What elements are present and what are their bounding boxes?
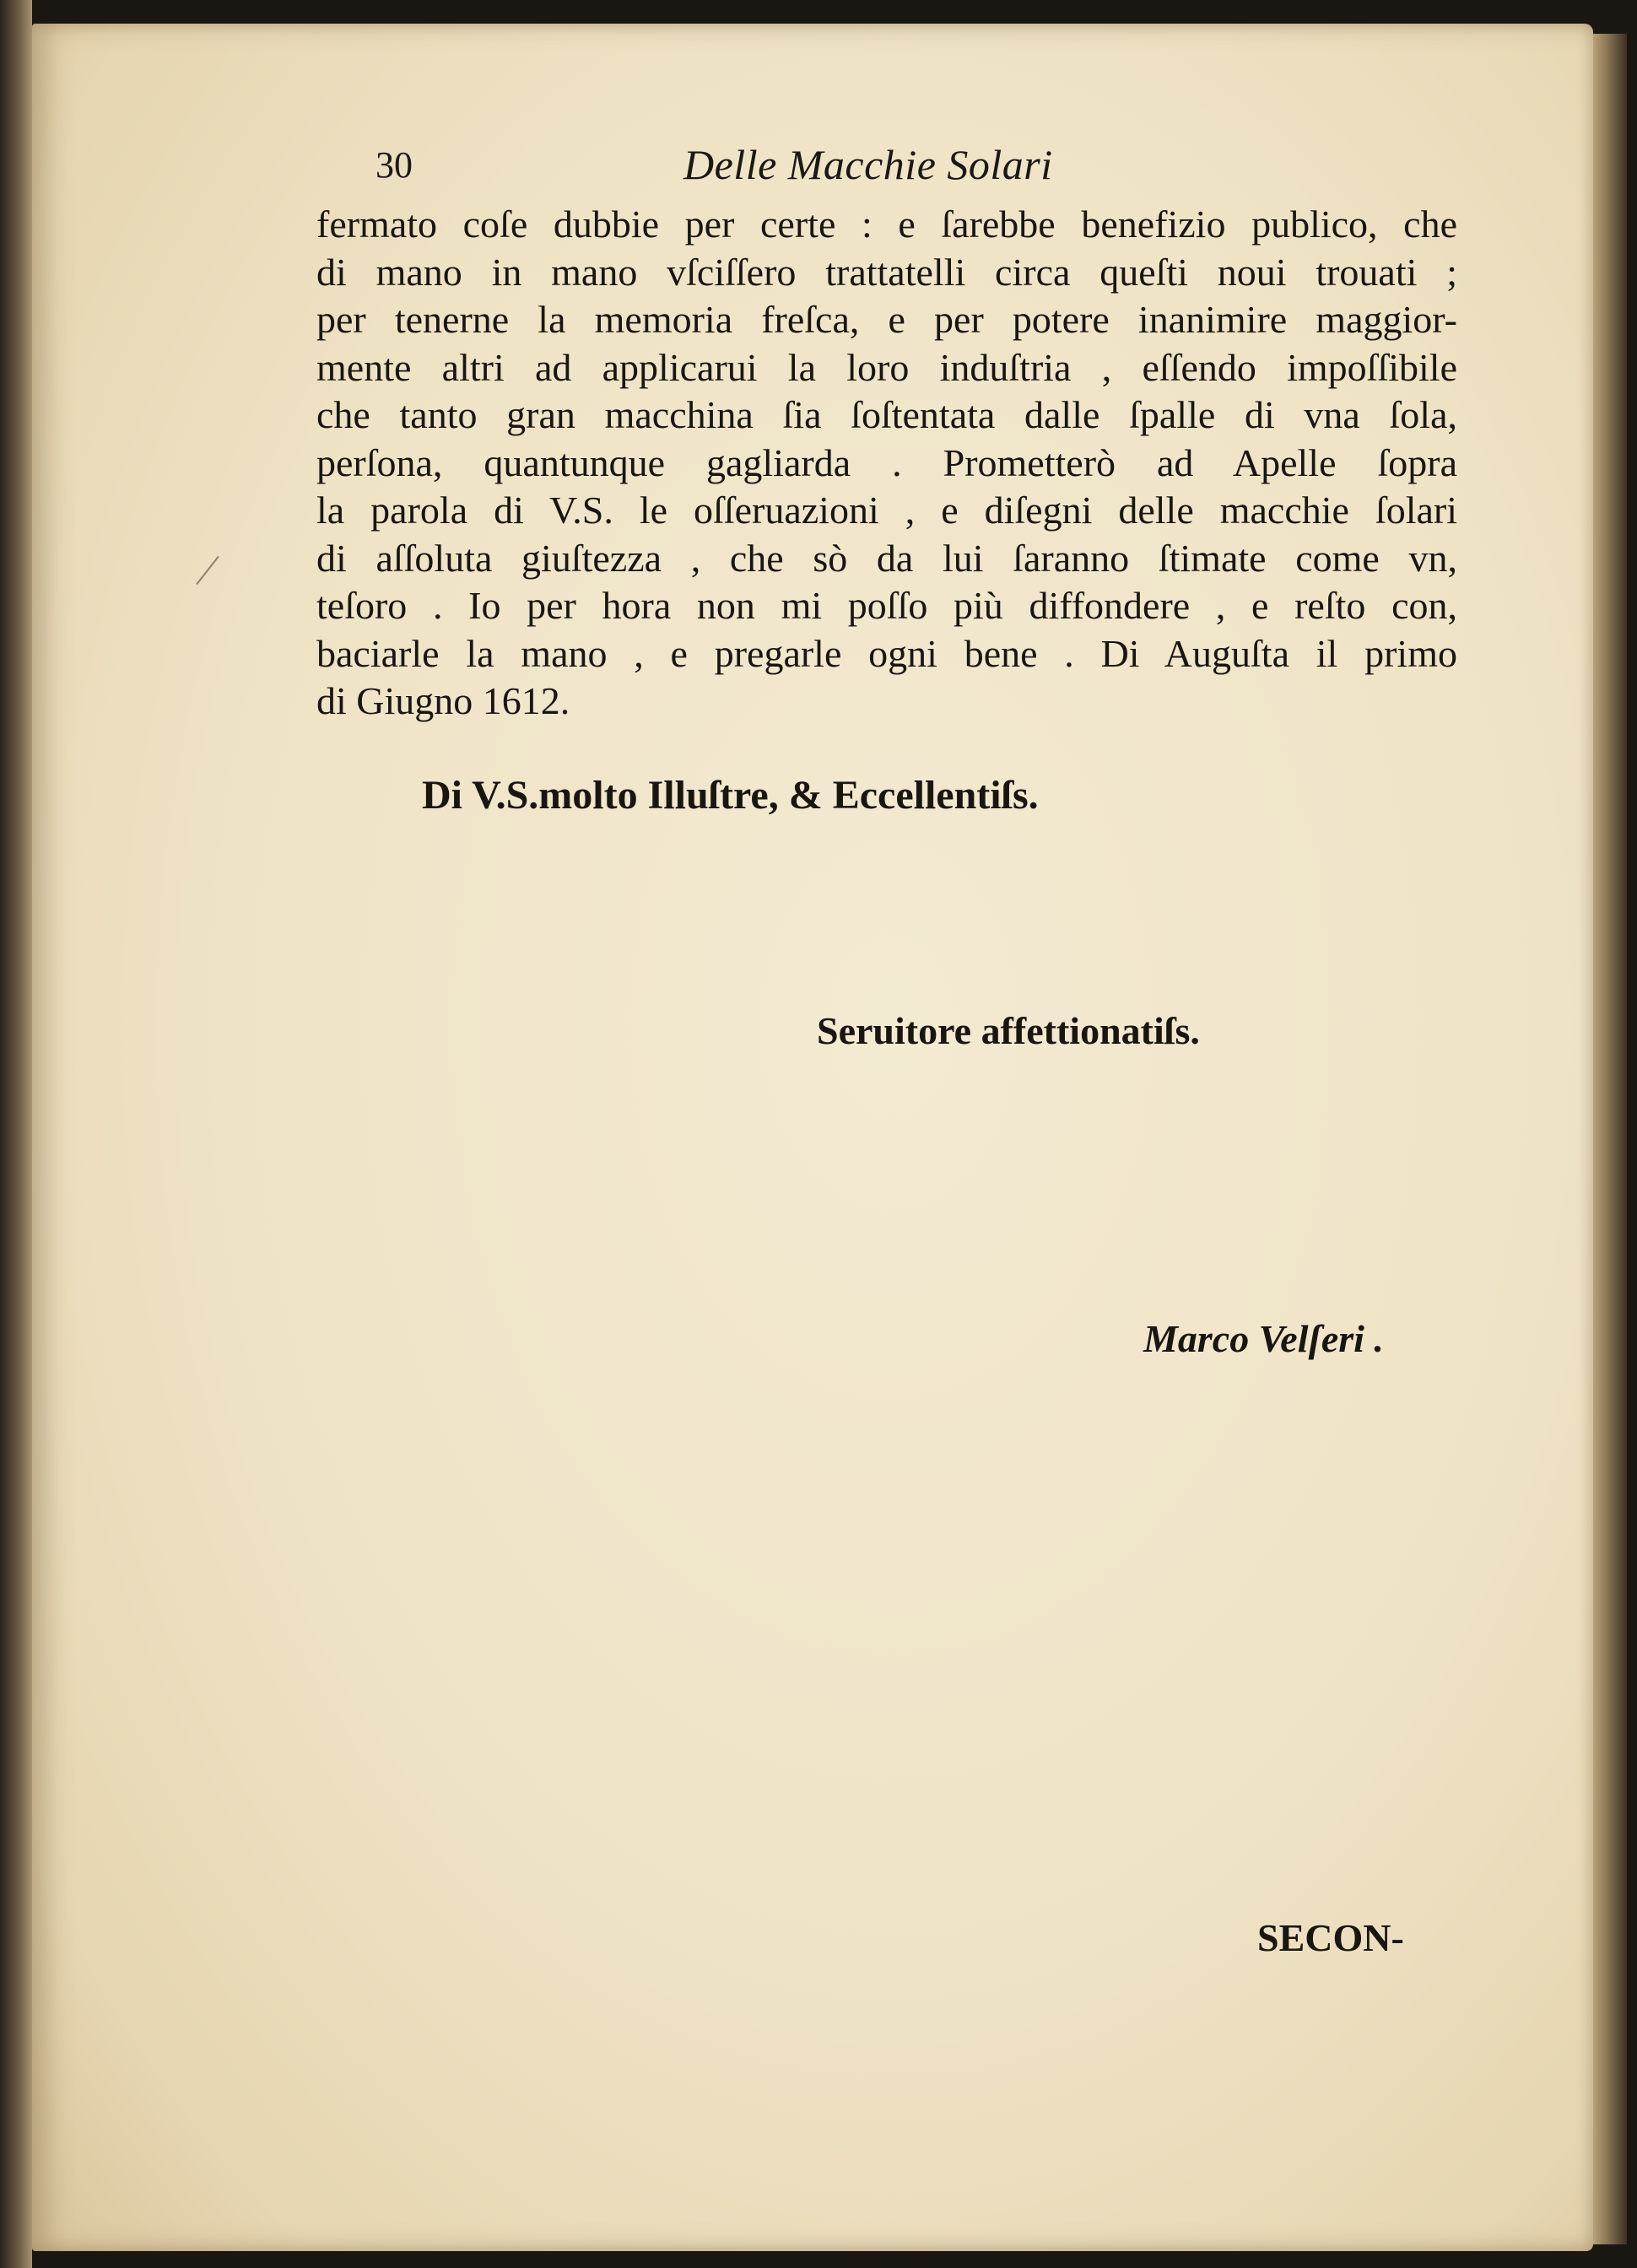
- text-line: fermato coſe dubbie per certe : e ſarebbe benefizio publico, che: [316, 202, 1457, 246]
- salutation: Di V.S.molto Illuſtre, & Eccellentiſs.: [422, 773, 1039, 818]
- text-line: per tenerne la memoria freſca, e per potere inanimire maggior-: [316, 298, 1457, 341]
- text-line: mente altri ad applicarui la loro induſtria , eſſendo impoſſibile: [316, 345, 1457, 389]
- text-line: di mano in mano vſciſſero trattatelli circa queſti noui trouati ;: [316, 250, 1457, 294]
- letter-body: [316, 201, 1457, 726]
- text-line: che tanto gran macchina ſia ſoſtentata dalle ſpalle di vna ſola,: [316, 393, 1457, 436]
- page-number: 30: [375, 144, 413, 186]
- text-line: di aſſoluta giuſtezza , che sò da lui ſaranno ſtimate come vn,: [316, 536, 1457, 580]
- servant-closing: Seruitore affettionatiſs.: [817, 1009, 1200, 1052]
- text-line: la parola di V.S. le oſſeruazioni , e diſegni delle macchie ſolari: [316, 489, 1457, 532]
- running-head: [375, 143, 1472, 202]
- text-line: teſoro . Io per hora non mi poſſo più diffondere , e reſto con,: [316, 584, 1457, 627]
- running-title: Delle Macchie Solari: [683, 141, 1053, 188]
- page-stack-edge: [1593, 34, 1627, 2244]
- text-line-date: di Giugno 1612.: [316, 679, 570, 722]
- signature: Marco Velſeri .: [1143, 1317, 1384, 1360]
- text-line: baciarle la mano , e pregarle ogni bene . Di Auguſta il primo: [316, 631, 1457, 675]
- text-line: perſona, quantunque gagliarda . Prometterò ad Apelle ſopra: [316, 440, 1457, 484]
- binding-gutter: [0, 0, 32, 2268]
- catchword: SECON-: [1257, 1916, 1404, 1959]
